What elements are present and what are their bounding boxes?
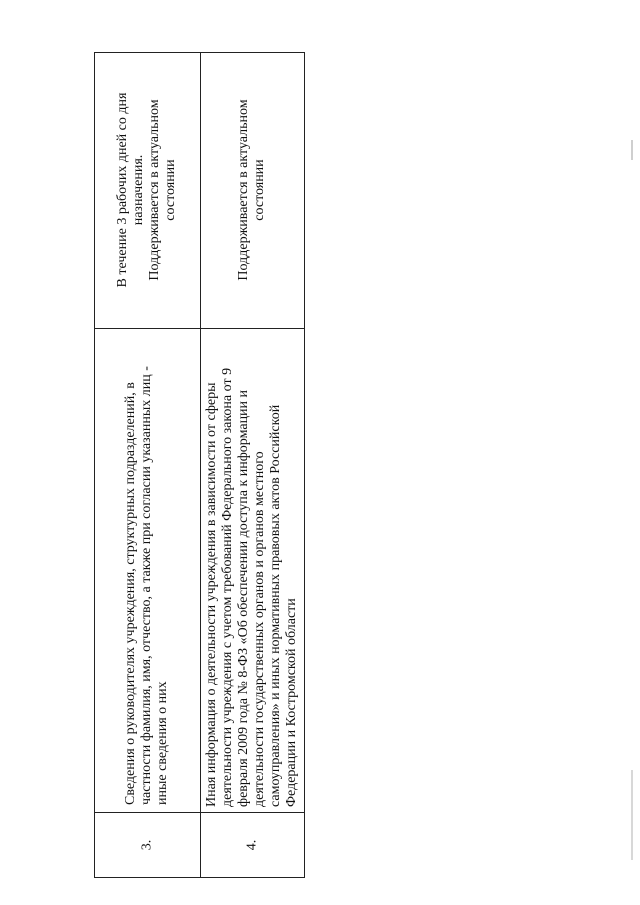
description-line: частности фамилия, имя, отчество, а также при согласии указанных лиц - [139,366,154,805]
description-line: деятельности государственных органов и органов местного [252,451,267,807]
table-row [94,812,200,878]
row-term [236,60,268,320]
table-border-right [304,52,305,878]
description-line: февраля 2009 года № 8-ФЗ «Об обеспечении доступа к информации и [236,389,251,807]
description-line: Иная информация о деятельности учреждения в зависимости от сферы [204,382,219,807]
row-description [204,333,300,807]
term-line: Поддерживается в актуальном [236,99,251,281]
term-line: состоянии [252,159,267,221]
term-line: состоянии [163,159,178,221]
scan-edge-mark [631,770,633,860]
description-line: иные сведения о них [155,681,170,805]
description-line: Сведения о руководителях учреждения, структурных подразделений, в [123,382,138,805]
term-line: Поддерживается в актуальном [147,99,162,281]
row-term-cell [200,52,304,328]
row-description-cell [94,328,200,812]
term-line: В течение 3 рабочих дней со дня [115,92,130,288]
term-line: назначения. [131,154,146,226]
row-number: 4. [244,839,259,851]
row-description-cell [200,328,304,812]
row-term [115,60,179,320]
row-number: 3. [139,839,154,851]
description-line: самоуправления» и иных нормативных правовых актов Российской [268,404,283,807]
description-line: Федерации и Костромской области [284,598,299,807]
row-description [123,335,171,805]
table-row [200,812,304,878]
info-table [94,52,305,878]
description-line: деятельности учреждения с учетом требований Федерального закона от 9 [220,367,235,807]
scan-edge-mark [631,140,633,160]
row-term-cell [94,52,200,328]
